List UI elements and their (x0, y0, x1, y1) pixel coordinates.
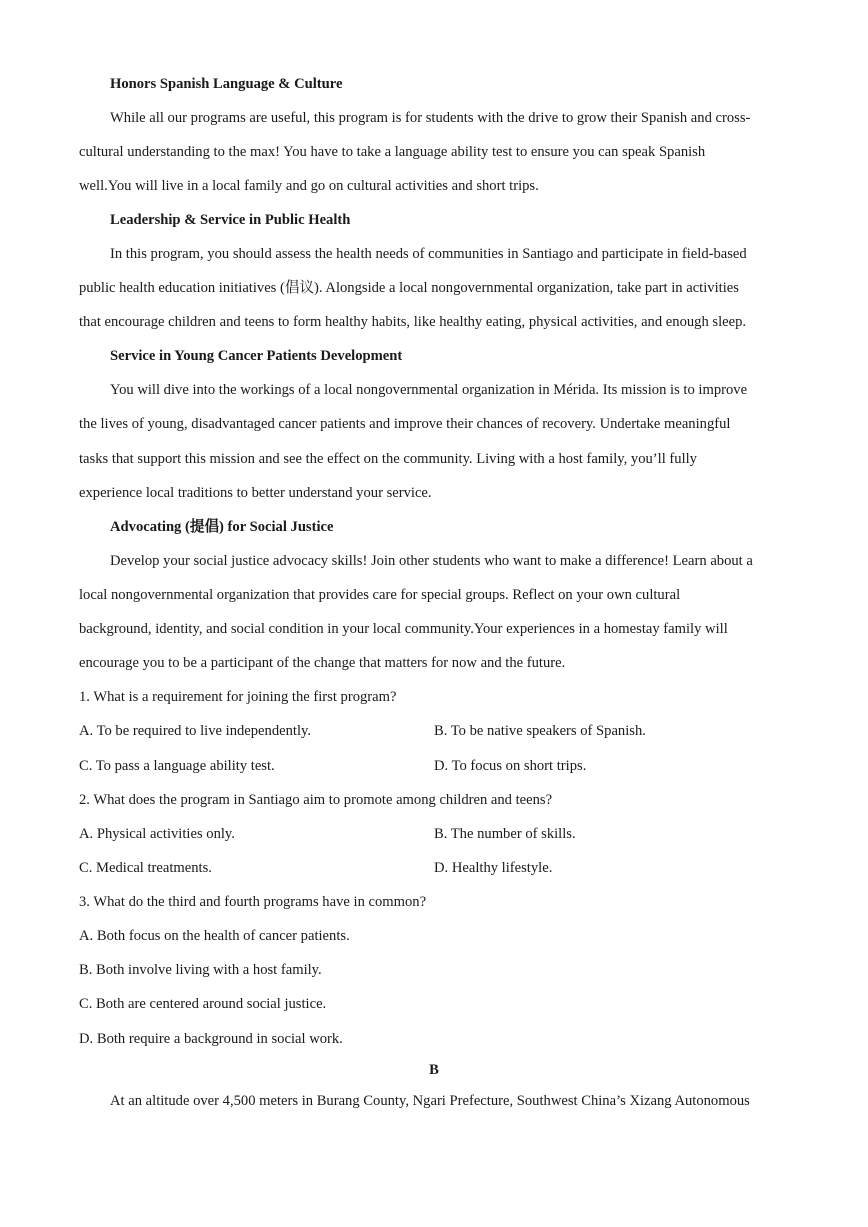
question-1-option-b: B. To be native speakers of Spanish. (434, 723, 646, 739)
program-2-line-2: public health education initiatives (倡议). Alongside a local nongovernmental organization, take part in activities (79, 280, 739, 296)
question-2-option-c: C. Medical treatments. (79, 860, 212, 876)
program-title-honors-spanish: Honors Spanish Language & Culture (110, 76, 343, 92)
program-4-line-2: local nongovernmental organization that provides care for special groups. Reflect on your own cultural (79, 587, 681, 603)
question-2-option-a: A. Physical activities only. (79, 826, 235, 842)
program-3-line-3: tasks that support this mission and see the effect on the community. Living with a host family, you’ll fully (79, 451, 697, 467)
section-b-heading: B (429, 1062, 439, 1078)
question-2-option-d: D. Healthy lifestyle. (434, 860, 553, 876)
question-2-stem: 2. What does the program in Santiago aim to promote among children and teens? (79, 792, 553, 808)
program-1-line-1: While all our programs are useful, this program is for students with the drive to grow their Spanish and cross- (110, 110, 751, 126)
program-4-line-4: encourage you to be a participant of the change that matters for now and the future. (79, 655, 566, 671)
program-3-line-1: You will dive into the workings of a local nongovernmental organization in Mérida. Its mission is to improve (110, 382, 748, 398)
question-3-option-a: A. Both focus on the health of cancer patients. (79, 928, 350, 944)
question-3-option-b: B. Both involve living with a host family. (79, 962, 322, 978)
program-4-line-1: Develop your social justice advocacy skills! Join other students who want to make a difference! Learn about a (110, 553, 753, 569)
program-title-public-health: Leadership & Service in Public Health (110, 212, 351, 228)
program-2-line-3: that encourage children and teens to form healthy habits, like healthy eating, physical activities, and enough sleep. (79, 314, 747, 330)
program-3-line-2: the lives of young, disadvantaged cancer patients and improve their chances of recovery. Undertake meaningful (79, 416, 731, 432)
program-title-cancer-patients: Service in Young Cancer Patients Development (110, 348, 403, 364)
question-3-stem: 3. What do the third and fourth programs have in common? (79, 894, 427, 910)
program-2-line-1: In this program, you should assess the health needs of communities in Santiago and participate in field-based (110, 246, 747, 262)
question-3-option-c: C. Both are centered around social justice. (79, 996, 327, 1012)
program-title-social-justice: Advocating (提倡) for Social Justice (110, 519, 334, 535)
question-3-option-d: D. Both require a background in social work. (79, 1031, 343, 1047)
question-2-option-b: B. The number of skills. (434, 826, 576, 842)
program-3-line-4: experience local traditions to better understand your service. (79, 485, 432, 501)
question-1-option-d: D. To focus on short trips. (434, 758, 587, 774)
question-1-option-c: C. To pass a language ability test. (79, 758, 275, 774)
question-1-stem: 1. What is a requirement for joining the first program? (79, 689, 397, 705)
question-1-option-a: A. To be required to live independently. (79, 723, 312, 739)
program-1-line-3: well.You will live in a local family and go on cultural activities and short trips. (79, 178, 539, 194)
program-1-line-2: cultural understanding to the max! You have to take a language ability test to ensure you can speak Spanish (79, 144, 706, 160)
section-b-first-line: At an altitude over 4,500 meters in Burang County, Ngari Prefecture, Southwest China’s Xizang Autonomous (110, 1093, 750, 1109)
program-4-line-3: background, identity, and social condition in your local community.Your experiences in a homestay family will (79, 621, 728, 637)
